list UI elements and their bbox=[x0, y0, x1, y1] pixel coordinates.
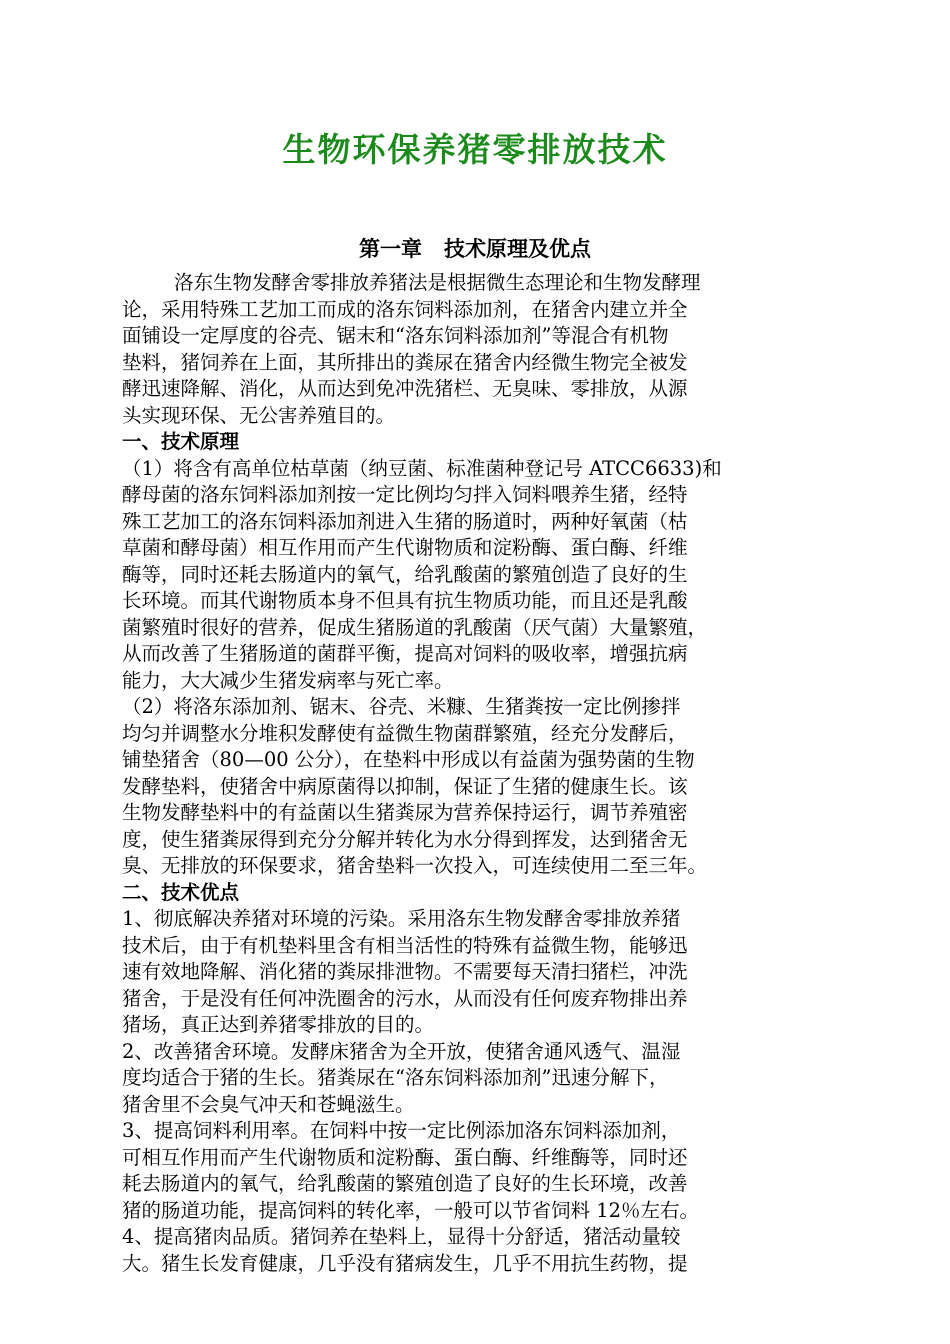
text-line: 猪舍里不会臭气冲天和苍蝇滋生。 bbox=[122, 1092, 415, 1116]
text-line: 度，使生猪粪尿得到充分分解并转化为水分得到挥发，达到猪舍无 bbox=[122, 827, 688, 851]
text-line: 酵母菌的洛东饲料添加剂按一定比例均匀拌入饲料喂养生猪，经特 bbox=[122, 483, 688, 506]
text-line: 垫料，猪饲养在上面，其所排出的粪尿在猪舍内经微生物完全被发 bbox=[122, 350, 688, 374]
section-heading: 二、技术优点 bbox=[122, 880, 240, 904]
text-line: 铺垫猪舍（80—00 公分），在垫料中形成以有益菌为强势菌的生物 bbox=[122, 748, 695, 771]
document-title: 生物环保养猪零排放技术 bbox=[282, 130, 668, 169]
text-line: 能力，大大减少生猪发病率与死亡率。 bbox=[122, 668, 454, 692]
text-line: 菌繁殖时很好的营养，促成生猪肠道的乳酸菌（厌气菌）大量繁殖， bbox=[122, 615, 708, 639]
text-line: 4、提高猪肉品质。猪饲养在垫料上，显得十分舒适，猪活动量较 bbox=[122, 1225, 681, 1248]
text-line: 可相互作用而产生代谢物质和淀粉酶、蛋白酶、纤维酶等，同时还 bbox=[122, 1145, 688, 1169]
text-line: 1、彻底解决养猪对环境的污染。采用洛东生物发酵舍零排放养猪 bbox=[122, 907, 681, 930]
text-line: 酵迅速降解、消化，从而达到免冲洗猪栏、无臭味、零排放，从源 bbox=[122, 377, 688, 400]
text-line: 面铺设一定厚度的谷壳、锯末和“洛东饲料添加剂”等混合有机物 bbox=[122, 324, 669, 347]
text-line: 臭、无排放的环保要求，猪舍垫料一次投入，可连续使用二至三年。 bbox=[122, 854, 708, 877]
text-line: （1）将含有高单位枯草菌（纳豆菌、标准菌种登记号 ATCC6633)和 bbox=[122, 456, 722, 480]
text-line: 从而改善了生猪肠道的菌群平衡，提高对饲料的吸收率，增强抗病 bbox=[122, 642, 688, 665]
text-line: 发酵垫料，使猪舍中病原菌得以抑制，保证了生猪的健康生长。该 bbox=[122, 774, 688, 798]
text-line: 论，采用特殊工艺加工而成的洛东饲料添加剂，在猪舍内建立并全 bbox=[122, 297, 688, 321]
text-line: 3、提高饲料利用率。在饲料中按一定比例添加洛东饲料添加剂， bbox=[122, 1119, 681, 1142]
text-line: 猪场，真正达到养猪零排放的目的。 bbox=[122, 1013, 435, 1036]
text-line: 耗去肠道内的氧气，给乳酸菌的繁殖创造了良好的生长环境，改善 bbox=[122, 1172, 688, 1195]
document-body bbox=[122, 270, 828, 1277]
text-line: 2、改善猪舍环境。发酵床猪舍为全开放，使猪舍通风透气、温湿 bbox=[122, 1039, 681, 1063]
text-line: 草菌和酵母菌）相互作用而产生代谢物质和淀粉酶、蛋白酶、纤维 bbox=[122, 536, 688, 559]
text-line: 长环境。而其代谢物质本身不但具有抗生物质功能，而且还是乳酸 bbox=[122, 589, 688, 612]
text-line: 度均适合于猪的生长。猪粪尿在“洛东饲料添加剂”迅速分解下， bbox=[122, 1066, 669, 1089]
text-line: 猪的肠道功能，提高饲料的转化率，一般可以节省饲料 12％左右。 bbox=[122, 1198, 700, 1222]
text-line: 酶等，同时还耗去肠道内的氧气，给乳酸菌的繁殖创造了良好的生 bbox=[122, 562, 688, 586]
section-heading: 一、技术原理 bbox=[122, 430, 240, 453]
text-line: 大。猪生长发育健康，几乎没有猪病发生，几乎不用抗生药物，提 bbox=[122, 1251, 688, 1275]
text-line: 猪舍，于是没有任何冲洗圈舍的污水，从而没有任何废弃物排出养 bbox=[122, 986, 688, 1010]
text-line: 洛东生物发酵舍零排放养猪法是根据微生态理论和生物发酵理 bbox=[174, 271, 701, 294]
text-line: 殊工艺加工的洛东饲料添加剂进入生猪的肠道时，两种好氧菌（枯 bbox=[122, 509, 688, 533]
chapter-title: 第一章 技术原理及优点 bbox=[359, 236, 591, 261]
text-line: 技术后，由于有机垫料里含有相当活性的特殊有益微生物，能够迅 bbox=[122, 933, 688, 957]
text-line: 均匀并调整水分堆积发酵使有益微生物菌群繁殖，经充分发酵后， bbox=[122, 721, 688, 745]
text-line: 生物发酵垫料中的有益菌以生猪粪尿为营养保持运行，调节养殖密 bbox=[122, 801, 688, 824]
text-line: （2）将洛东添加剂、锯末、谷壳、米糠、生猪粪按一定比例掺拌 bbox=[122, 695, 681, 718]
text-line: 头实现环保、无公害养殖目的。 bbox=[122, 403, 396, 427]
text-line: 速有效地降解、消化猪的粪尿排泄物。不需要每天清扫猪栏，冲洗 bbox=[122, 960, 688, 983]
